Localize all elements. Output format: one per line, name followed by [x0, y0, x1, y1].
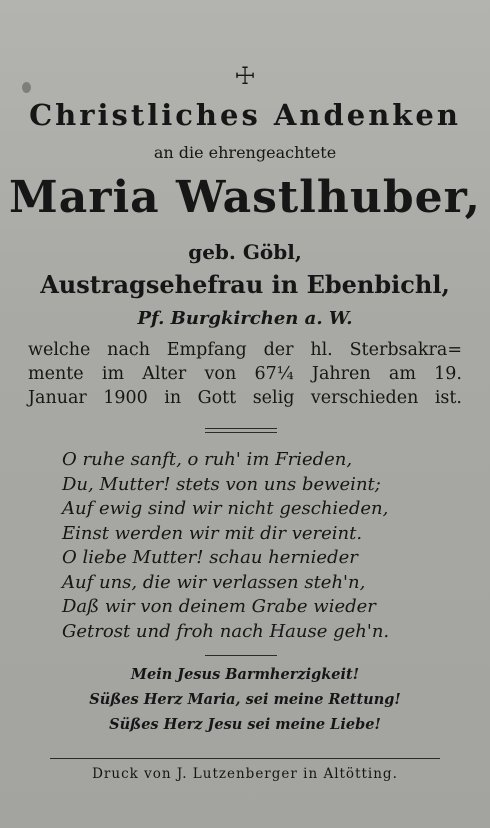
parish-line: Pf. Burgkirchen a. W. — [137, 308, 353, 329]
cross-icon: ☩ — [234, 62, 256, 90]
printer-credit: Druck von J. Lutzenberger in Altötting. — [92, 766, 398, 782]
notice-line: welche nach Empfang der hl. Sterbsakra= — [28, 340, 462, 360]
dedication-line: an die ehrengeachtete — [153, 143, 337, 162]
poem-line: O liebe Mutter! schau hernieder — [62, 547, 358, 568]
prayer-line: Süßes Herz Jesu sei meine Liebe! — [109, 716, 381, 733]
prayer-line: Mein Jesus Barmherzigkeit! — [130, 666, 360, 683]
deceased-name: Maria Wastlhuber, — [9, 172, 481, 223]
poem-line: Daß wir von deinem Grabe wieder — [62, 596, 376, 617]
card-title: Christliches Andenken — [29, 98, 461, 132]
notice-line: Januar 1900 in Gott selig verschieden ist. — [28, 388, 462, 408]
poem-line: Auf ewig sind wir nicht geschieden, — [62, 498, 389, 519]
prayer-line: Süßes Herz Maria, sei meine Rettung! — [89, 691, 401, 708]
poem — [62, 448, 434, 644]
poem-line: Auf uns, die wir verlassen steh'n, — [62, 571, 366, 593]
maiden-name: geb. Göbl, — [188, 240, 302, 264]
poem-line: Einst werden wir mit dir vereint. — [62, 522, 363, 544]
divider — [205, 655, 277, 656]
notice-line: mente im Alter von 67¼ Jahren am 19. — [28, 364, 462, 384]
death-notice — [28, 338, 462, 410]
divider — [205, 432, 277, 433]
occupation-line: Austragsehefrau in Ebenbichl, — [40, 270, 450, 299]
divider — [205, 428, 277, 429]
footer-rule — [50, 758, 440, 759]
poem-line: Du, Mutter! stets von uns beweint; — [62, 473, 381, 495]
poem-line: O ruhe sanft, o ruh' im Frieden, — [62, 449, 353, 470]
poem-line: Getrost und froh nach Hause geh'n. — [62, 620, 390, 642]
prayers — [0, 662, 490, 737]
